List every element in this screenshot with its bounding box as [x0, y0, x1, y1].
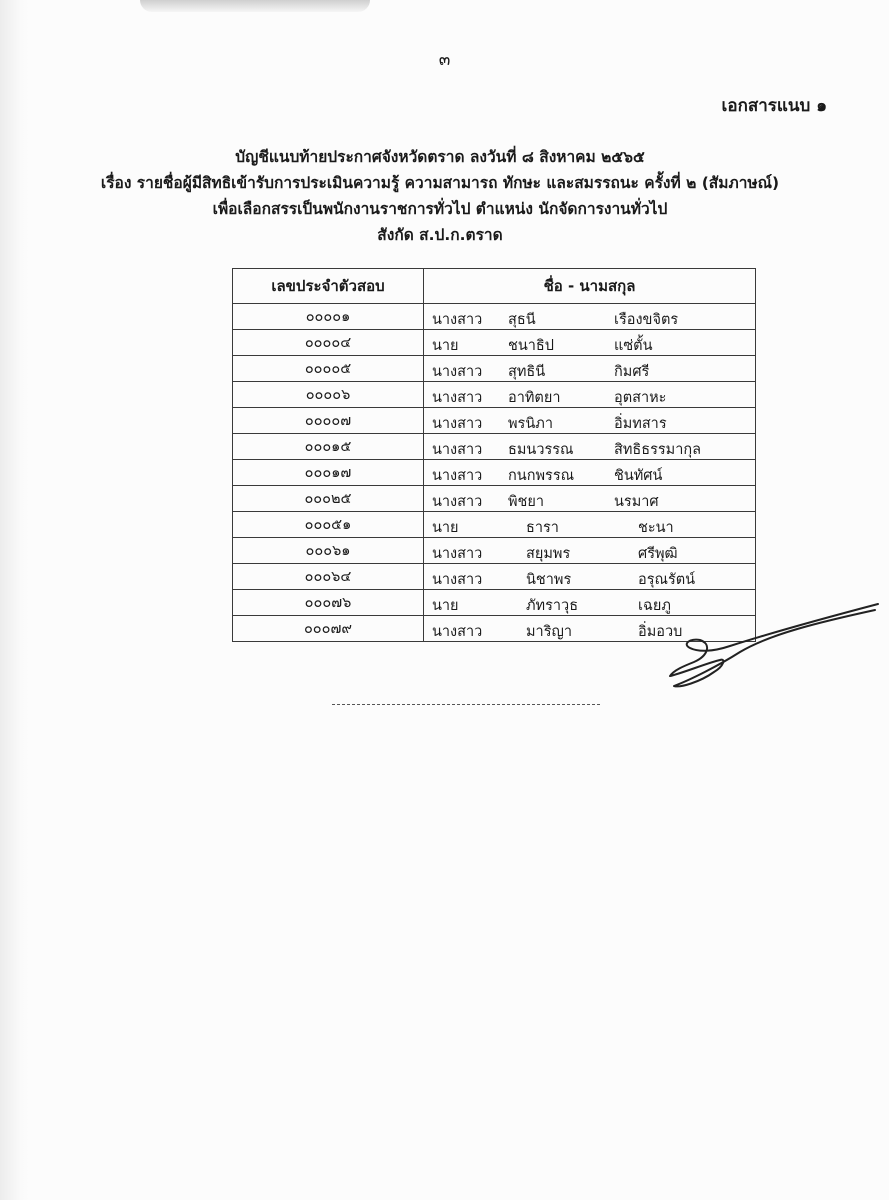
exam-id-cell: ๐๐๐๖๑ — [233, 538, 424, 564]
name-prefix: นางสาว — [432, 364, 483, 380]
full-name-cell — [424, 538, 756, 564]
exam-id-cell: ๐๐๐๗๖ — [233, 590, 424, 616]
heading-line-4: สังกัด ส.ป.ก.ตราด — [377, 226, 503, 244]
full-name-cell — [424, 486, 756, 512]
last-name: ชะนา — [638, 520, 674, 536]
exam-id-cell: ๐๐๐๖๔ — [233, 564, 424, 590]
full-name-cell — [424, 304, 756, 330]
table-header-row — [233, 269, 756, 304]
exam-id-cell: ๐๐๐๐๑ — [233, 304, 424, 330]
heading-line-3: เพื่อเลือกสรรเป็นพนักงานราชการทั่วไป ตำแหน่ง นักจัดการงานทั่วไป — [212, 200, 668, 218]
first-name: สุธนี — [508, 312, 536, 328]
table-body — [233, 304, 756, 642]
table-row — [233, 356, 756, 382]
name-prefix: นางสาว — [432, 494, 483, 510]
exam-id-cell: ๐๐๐๐๖ — [233, 382, 424, 408]
last-name: อิ่มทสาร — [614, 416, 667, 432]
heading-line-1: บัญชีแนบท้ายประกาศจังหวัดตราด ลงวันที่ ๘ สิงหาคม ๒๕๖๕ — [235, 148, 645, 166]
name-prefix: นางสาว — [432, 624, 483, 640]
last-name: นรมาศ — [614, 494, 659, 510]
table-row — [233, 512, 756, 538]
exam-id-cell: ๐๐๐๑๕ — [233, 434, 424, 460]
name-prefix: นางสาว — [432, 442, 483, 458]
last-name: กิมศรี — [614, 364, 650, 380]
scan-top-smudge — [140, 0, 370, 12]
first-name: อาทิตยา — [508, 390, 561, 406]
first-name: ธมนวรรณ — [508, 442, 574, 458]
first-name: พิชยา — [508, 494, 545, 510]
last-name: ศรีพุฒิ — [638, 546, 678, 562]
first-name: นิชาพร — [526, 572, 572, 588]
full-name-cell — [424, 564, 756, 590]
table-row — [233, 330, 756, 356]
first-name: กนกพรรณ — [508, 468, 575, 484]
first-name: มาริญา — [526, 624, 572, 640]
table-row — [233, 460, 756, 486]
column-header-name: ชื่อ - นามสกุล — [424, 269, 756, 304]
name-prefix: นางสาว — [432, 546, 483, 562]
first-name: ธารา — [526, 520, 559, 536]
full-name-cell — [424, 330, 756, 356]
first-name: สุทธินี — [508, 364, 546, 380]
page-number: ๓ — [438, 50, 451, 70]
table-row — [233, 434, 756, 460]
exam-id-cell: ๐๐๐๐๗ — [233, 408, 424, 434]
exam-id-cell: ๐๐๐๐๕ — [233, 356, 424, 382]
name-prefix: นางสาว — [432, 468, 483, 484]
last-name: ชินทัศน์ — [614, 468, 663, 484]
name-prefix: นางสาว — [432, 572, 483, 588]
last-name: อิ่มอวบ — [638, 624, 683, 640]
last-name: เรืองขจิตร — [614, 312, 679, 328]
heading-line-2: เรื่อง รายชื่อผู้มีสิทธิเข้ารับการประเมินความรู้ ความสามารถ ทักษะ และสมรรถนะ ครั้งที่ ๒ (สัมภาษณ์) — [100, 174, 780, 192]
table-row — [233, 408, 756, 434]
first-name: พรนิภา — [508, 416, 553, 432]
full-name-cell — [424, 382, 756, 408]
full-name-cell — [424, 460, 756, 486]
first-name: สยุมพร — [526, 546, 571, 562]
attachment-label: เอกสารแนบ ๑ — [721, 96, 827, 116]
last-name: เฉยภู — [638, 598, 671, 614]
table-row — [233, 382, 756, 408]
last-name: อรุณรัตน์ — [638, 572, 696, 588]
first-name: ชนาธิป — [508, 338, 554, 354]
full-name-cell — [424, 512, 756, 538]
full-name-cell — [424, 434, 756, 460]
candidate-table — [232, 268, 756, 642]
table-row — [233, 304, 756, 330]
name-prefix: นาย — [432, 338, 459, 354]
column-header-id: เลขประจำตัวสอบ — [233, 269, 424, 304]
full-name-cell — [424, 356, 756, 382]
scan-left-edge — [0, 0, 30, 1200]
name-prefix: นางสาว — [432, 312, 483, 328]
name-prefix: นาย — [432, 520, 459, 536]
exam-id-cell: ๐๐๐๑๗ — [233, 460, 424, 486]
exam-id-cell: ๐๐๐๕๑ — [233, 512, 424, 538]
first-name: ภัทราวุธ — [526, 598, 579, 614]
exam-id-cell: ๐๐๐๗๙ — [233, 616, 424, 642]
full-name-cell — [424, 408, 756, 434]
table-row — [233, 538, 756, 564]
signature-scribble — [660, 600, 885, 695]
name-prefix: นางสาว — [432, 416, 483, 432]
name-prefix: นาย — [432, 598, 459, 614]
last-name: แซ่ตั้น — [614, 338, 653, 354]
exam-id-cell: ๐๐๐๐๔ — [233, 330, 424, 356]
last-name: สิทธิธรรมากุล — [614, 442, 702, 458]
name-prefix: นางสาว — [432, 390, 483, 406]
last-name: อุตสาหะ — [614, 390, 667, 406]
table-row — [233, 564, 756, 590]
end-of-document-line — [332, 704, 600, 705]
exam-id-cell: ๐๐๐๒๕ — [233, 486, 424, 512]
document-heading — [40, 144, 840, 248]
table-row — [233, 486, 756, 512]
